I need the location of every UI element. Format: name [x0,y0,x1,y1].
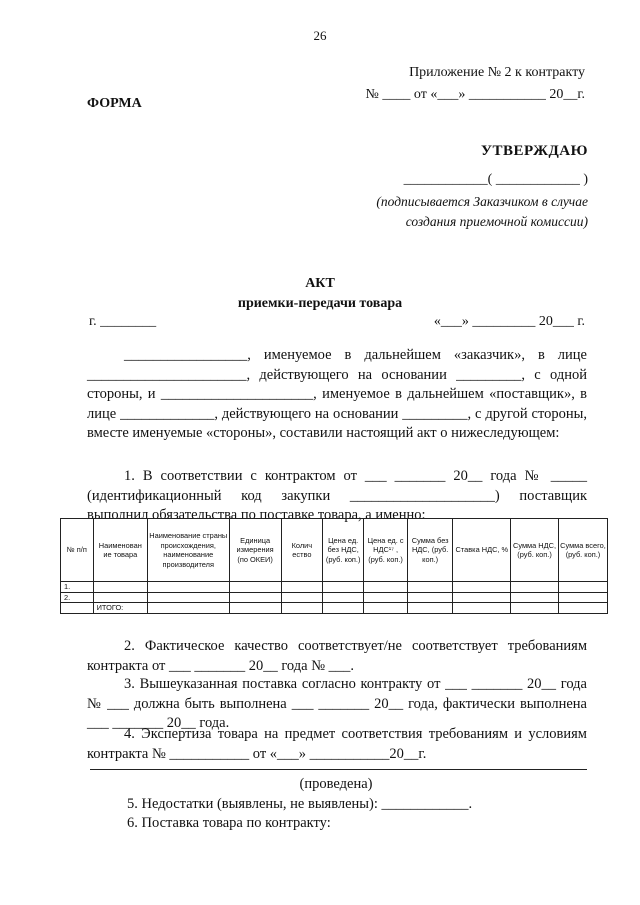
col-header: Наименование страны происхождения, наименование производителя [147,519,229,582]
table-cell [93,582,147,593]
table-cell [147,582,229,593]
act-subtitle: приемки-передачи товара [237,296,403,311]
act-title: АКТ [305,276,335,291]
act-city: г. ________ [89,314,157,329]
held-label: (проведена) [299,776,373,792]
goods-table [60,518,608,614]
col-header: Единица измерения (по ОКЕИ) [229,519,281,582]
item-5-paragraph: 5. Недостатки (выявлены, не выявлены): ____________. [127,796,473,812]
table-cell [453,592,511,603]
item-1-paragraph: 1. В соответствии с контрактом от ___ _______ 20__ года № _____ (идентификационный код закупки ____________________) поставщик выполнил обязательства по поставке товара, а именно: [87,468,587,523]
table-cell: 1. [61,582,94,593]
table-header-row [61,519,608,582]
table-cell [407,603,453,614]
appendix-reference [366,62,585,106]
table-cell [453,603,511,614]
item-6-paragraph: 6. Поставка товара по контракту: [127,815,331,831]
table-cell [93,592,147,603]
table-cell [364,582,407,593]
form-label: ФОРМА [87,96,142,111]
table-cell [323,603,364,614]
table-cell [281,603,322,614]
col-header: Наименован ие товара [93,519,147,582]
page-number: 26 [313,28,327,43]
item-2-paragraph: 2. Фактическое качество соответствует/не соответствует требованиям контракта от ___ _______ 20__ года № ___. [87,638,587,674]
table-cell [147,592,229,603]
col-header: Ставка НДС, % [453,519,511,582]
table-cell [229,582,281,593]
col-header: Сумма всего, (руб. коп.) [558,519,607,582]
table-cell: 2. [61,592,94,603]
signature-note-line-1: (подписывается Заказчиком в случае [376,194,588,209]
table-cell [511,603,559,614]
table-cell [558,582,607,593]
table-cell [511,582,559,593]
item-4-paragraph: 4. Экспертиза товара на предмет соответствия требованиям и условиям контракта № ___________ от «___» ___________20__г. [87,726,587,762]
table-cell: ИТОГО: [93,603,147,614]
table-cell [323,592,364,603]
table-cell [453,582,511,593]
table-cell [407,592,453,603]
table-cell [558,603,607,614]
table-cell [281,592,322,603]
col-header: Цена ед. без НДС, (руб. коп.) [323,519,364,582]
col-header: № п/п [61,519,94,582]
table-cell [407,582,453,593]
appendix-line-2: № ____ от «___» ___________ 20__г. [365,87,585,102]
table-cell [229,603,281,614]
table-cell [558,592,607,603]
table-cell [511,592,559,603]
table-cell [364,603,407,614]
table-cell [323,582,364,593]
table-cell [281,582,322,593]
act-date: «___» _________ 20___ г. [433,314,585,329]
table-cell [229,592,281,603]
col-header: Цена ед. с НДС¹⁷ , (руб. коп.) [364,519,407,582]
col-header: Колич ество [281,519,322,582]
fill-in-line [90,769,587,770]
table-row [61,592,608,603]
approve-title: УТВЕРЖДАЮ [480,143,588,159]
table-total-row [61,603,608,614]
col-header: Сумма без НДС, (руб. коп.) [407,519,453,582]
signature-note-line-2: создания приемочной комиссии) [405,214,588,229]
table-cell [147,603,229,614]
col-header: Сумма НДС, (руб. коп.) [511,519,559,582]
intro-paragraph: _________________, именуемое в дальнейшем «заказчик», в лице ______________________, действующего на основании _________, с одной стороны, и _____________________, именуемое в дальнейшем «поставщик», в лице _____________, действующего на основании _________, с другой стороны, вместе именуемые «стороны», составили настоящий акт о нижеследующем: [87,347,587,441]
table-cell [364,592,407,603]
signature-line: ____________( ____________ ) [403,172,588,187]
signature-note [376,192,588,232]
table-cell [61,603,94,614]
item-3-paragraph: 3. Вышеуказанная поставка согласно контракту от ___ _______ 20__ года № ___ должна быть выполнена ___ _______ 20__ года, фактически выполнена ___ _______ 20__ года. [87,676,587,731]
appendix-line-1: Приложение № 2 к контракту [409,65,585,80]
table-row [61,582,608,593]
